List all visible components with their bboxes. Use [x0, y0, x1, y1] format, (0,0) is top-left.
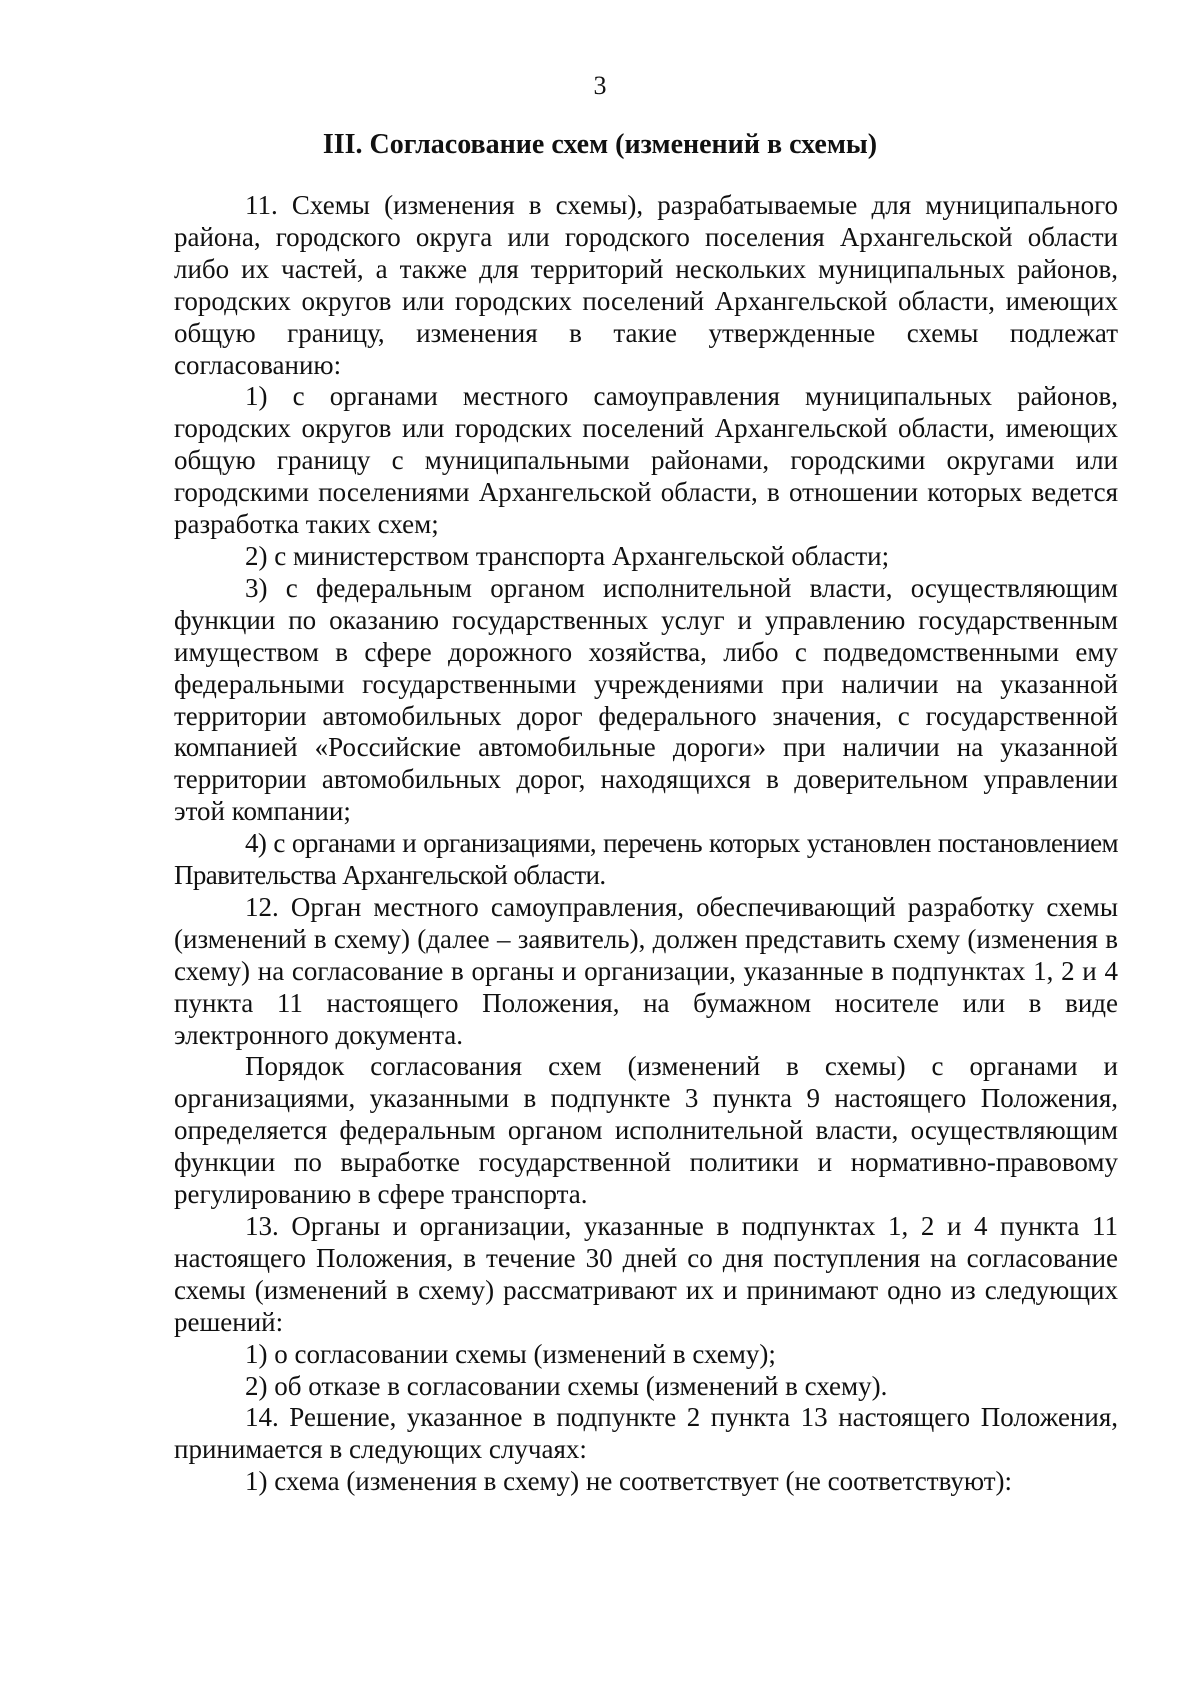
paragraph-11-item-2: 2) с министерством транспорта Архангельской области;	[245, 540, 890, 571]
paragraph-14: 14. Решение, указанное в подпункте 2 пункта 13 настоящего Положения, принимается в следующих случаях:	[174, 1402, 1118, 1465]
paragraph-11-item-3: 3) с федеральным органом исполнительной власти, осуществляющим функции по оказанию государственных услуг и управлению государственным имуществом в сфере дорожного хозяйства, либо с подведомственными ему федеральными государственными учреждениями при наличии на указанной территории автомобильных дорог федерального значения, с государственной компанией «Российские автомобильные дороги» при наличии на указанной территории автомобильных дорог, находящихся в доверительном управлении этой компании;	[174, 572, 1118, 827]
paragraph-14-item-1: 1) схема (изменения в схему) не соответствует (не соответствуют):	[245, 1466, 1012, 1497]
paragraph-11: 11. Схемы (изменения в схемы), разрабатываемые для муниципального района, городского округа или городского поселения Архангельской области либо их частей, а также для территорий нескольких муниципальных районов, городских округов или городских поселений Архангельской области, имеющих общую границу, изменения в такие утвержденные схемы подлежат согласованию:	[174, 190, 1118, 380]
paragraph-11-item-4: 4) с органами и организациями, перечень которых установлен постановлением Правительства Архангельской области.	[174, 828, 1118, 891]
paragraph-11-item-1: 1) с органами местного самоуправления муниципальных районов, городских округов или городских поселений Архангельской области, имеющих общую границу с муниципальными районами, городскими округами или городскими поселениями Архангельской области, в отношении которых ведется разработка таких схем;	[174, 381, 1118, 540]
section-title: III. Согласование схем (изменений в схемы)	[322, 129, 878, 160]
paragraph-13-item-1: 1) о согласовании схемы (изменений в схему);	[245, 1338, 776, 1369]
paragraph-12-procedure: Порядок согласования схем (изменений в схемы) с органами и организациями, указанными в подпункте 3 пункта 9 настоящего Положения, определяется федеральным органом исполнительной власти, осуществляющим функции по выработке государственной политики и нормативно-правовому регулированию в сфере транспорта.	[174, 1051, 1118, 1210]
paragraph-13: 13. Органы и организации, указанные в подпунктах 1, 2 и 4 пункта 11 настоящего Положения, в течение 30 дней со дня поступления на согласование схемы (изменений в схему) рассматривают их и принимают одно из следующих решений:	[174, 1211, 1118, 1337]
page-number: 3	[593, 71, 607, 100]
document-body	[174, 190, 1118, 1498]
paragraph-12: 12. Орган местного самоуправления, обеспечивающий разработку схемы (изменений в схему) (далее – заявитель), должен представить схему (изменения в схему) на согласование в органы и организации, указанные в подпунктах 1, 2 и 4 пункта 11 настоящего Положения, на бумажном носителе или в виде электронного документа.	[174, 891, 1118, 1050]
paragraph-13-item-2: 2) об отказе в согласовании схемы (изменений в схему).	[245, 1370, 888, 1401]
